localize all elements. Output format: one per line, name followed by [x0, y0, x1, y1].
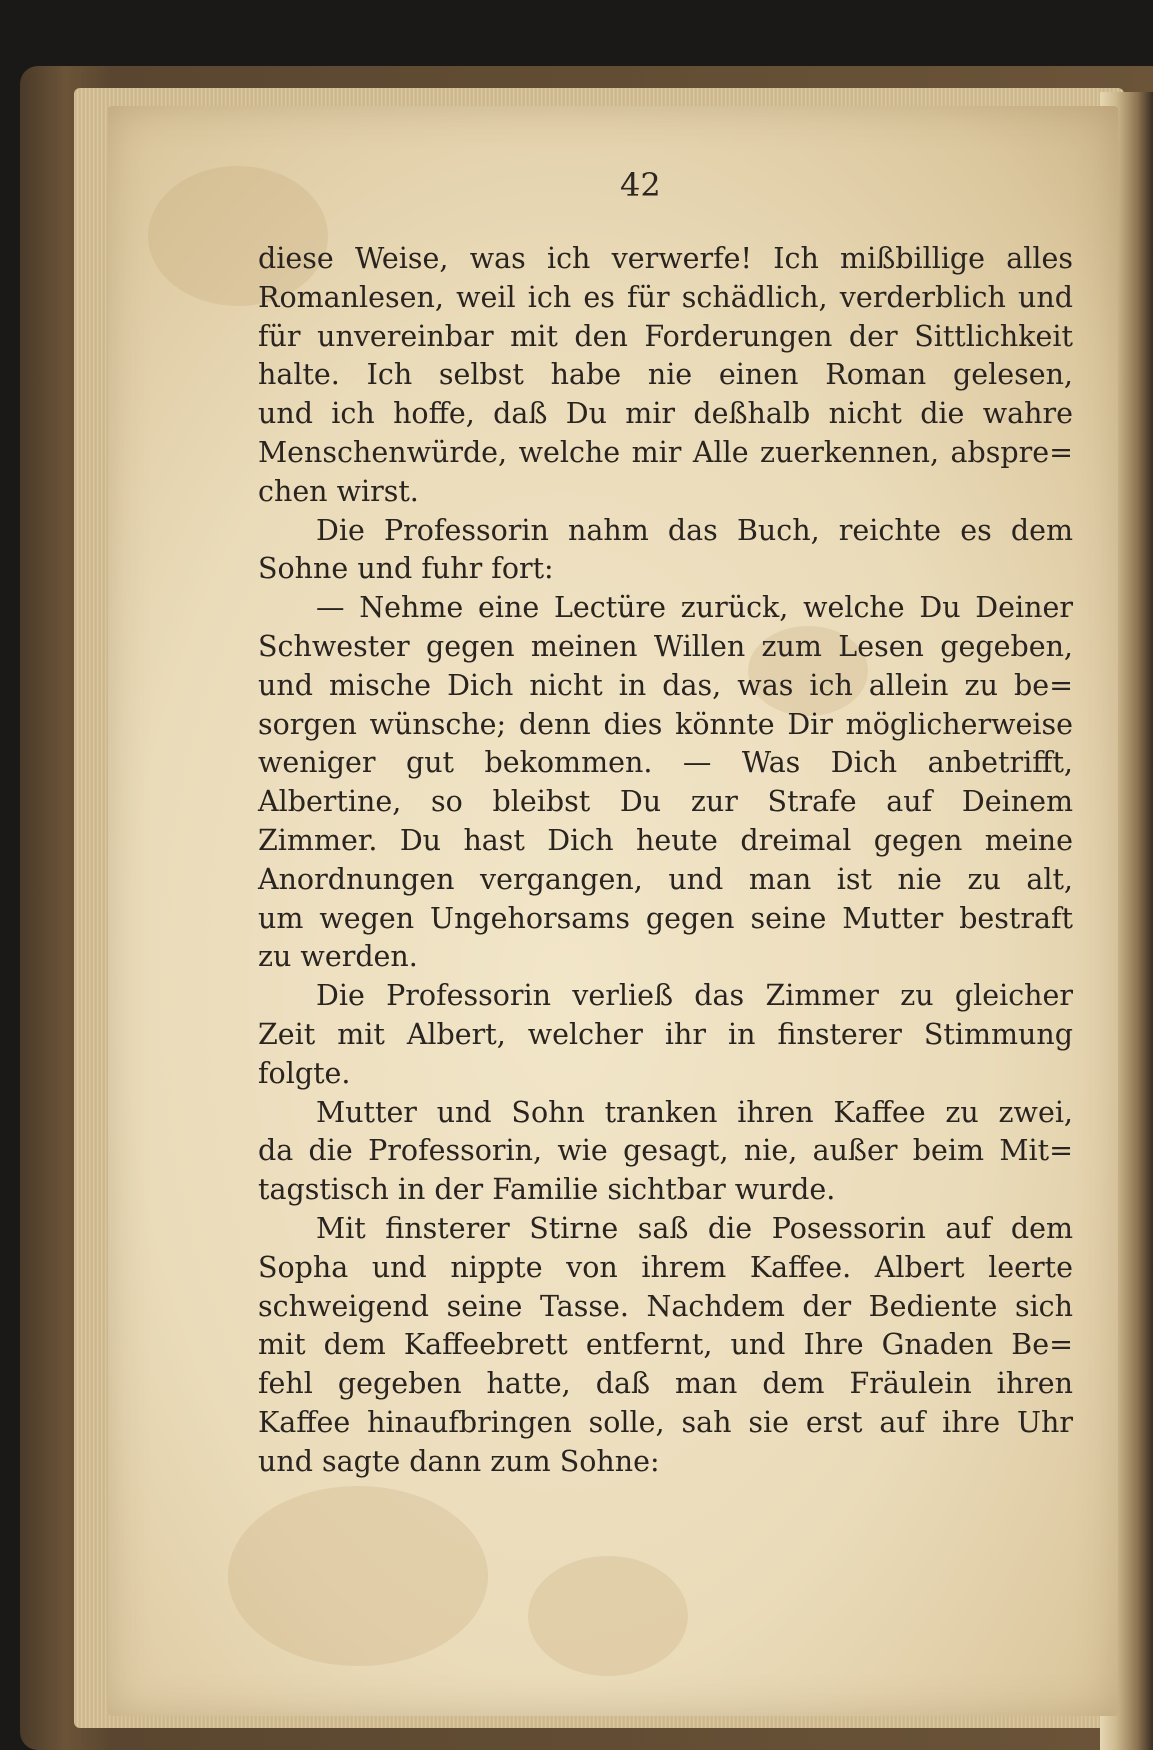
text-line: weniger gut bekommen. — Was Dich anbetrifft, [258, 746, 1073, 780]
text-line: diese Weise, was ich verwerfe! Ich mißbillige alles [258, 242, 1073, 275]
text-line: tagstisch in der Familie sichtbar wurde. [258, 1173, 836, 1207]
text-line: Die Professorin verließ das Zimmer zu gleicher [316, 979, 1073, 1013]
text-line: Kaffee hinaufbringen solle, sah sie erst auf ihre Uhr [258, 1405, 1073, 1439]
text-line: Sohne und fuhr fort: [258, 552, 554, 586]
text-line: um wegen Ungehorsams gegen seine Mutter bestraft [258, 901, 1073, 935]
text-line: und sagte dann zum Sohne: [258, 1444, 660, 1478]
text-line: fehl gegeben hatte, daß man dem Fräulein ihren [258, 1367, 1073, 1401]
text-line: Sopha und nippte von ihrem Kaffee. Albert leerte [258, 1250, 1073, 1284]
text-line: schweigend seine Tasse. Nachdem der Bediente sich [258, 1289, 1073, 1323]
text-line: Anordnungen vergangen, und man ist nie zu alt, [258, 862, 1073, 896]
text-line: Mit finsterer Stirne saß die Posessorin auf dem [316, 1211, 1073, 1245]
text-line: da die Professorin, wie gesagt, nie, außer beim Mit= [258, 1134, 1073, 1168]
body-text [258, 240, 1073, 1482]
text-line: — Nehme eine Lectüre zurück, welche Du Deiner [316, 591, 1073, 625]
text-line: mit dem Kaffeebrett entfernt, und Ihre Gnaden Be= [258, 1328, 1073, 1362]
text-line: sorgen wünsche; denn dies könnte Dir möglicherweise [258, 707, 1073, 741]
text-line: Schwester gegen meinen Willen zum Lesen gegeben, [258, 629, 1073, 663]
text-line: folgte. [258, 1056, 351, 1090]
text-line: zu werden. [258, 940, 418, 974]
paper-stain [228, 1486, 488, 1666]
text-line: chen wirst. [258, 474, 419, 508]
text-line: Albertine, so bleibst Du zur Strafe auf Deinem [258, 785, 1073, 819]
text-line: und ich hoffe, daß Du mir deßhalb nicht die wahre [258, 397, 1073, 431]
paper-stain [528, 1556, 688, 1676]
text-line: Zimmer. Du hast Dich heute dreimal gegen meine [258, 823, 1073, 857]
text-line: Die Professorin nahm das Buch, reichte es dem [316, 513, 1073, 547]
text-line: halte. Ich selbst habe nie einen Roman gelesen, [258, 358, 1073, 392]
text-line: für unvereinbar mit den Forderungen der Sittlichkeit [258, 319, 1073, 353]
text-line: Menschenwürde, welche mir Alle zuerkennen, abspre= [258, 435, 1073, 469]
page-number: 42 [620, 166, 661, 204]
text-line: und mische Dich nicht in das, was ich allein zu be= [258, 668, 1073, 702]
text-line: Romanlesen, weil ich es für schädlich, verderblich und [258, 280, 1073, 314]
text-line: Zeit mit Albert, welcher ihr in finsterer Stimmung [258, 1017, 1073, 1051]
text-line: Mutter und Sohn tranken ihren Kaffee zu zwei, [316, 1095, 1073, 1129]
